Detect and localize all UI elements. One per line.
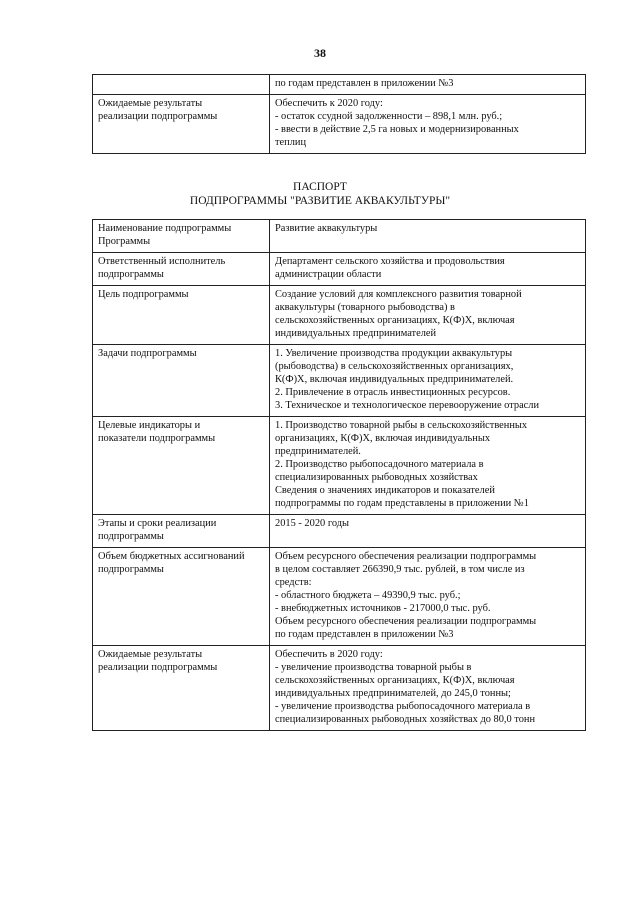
row-label-cell xyxy=(93,646,270,731)
row-label-line: Ожидаемые результаты xyxy=(98,649,203,660)
row-content-line: К(Ф)Х, включая индивидуальных предпринимателей. xyxy=(275,374,514,385)
row-content-line: по годам представлен в приложении №3 xyxy=(275,78,454,89)
row-content-line: Объем ресурсного обеспечения реализации подпрограммы xyxy=(275,551,537,562)
row-content-line: сельскохозяйственных организациях, К(Ф)Х, включая xyxy=(275,675,515,686)
row-content-line: Департамент сельского хозяйства и продовольствия xyxy=(275,256,505,267)
table-row xyxy=(93,95,586,154)
table-row xyxy=(93,646,586,731)
row-content-line: - областного бюджета – 49390,9 тыс. руб.; xyxy=(275,590,461,601)
row-label-line: Ответственный исполнитель xyxy=(98,256,226,267)
row-label-line: подпрограммы xyxy=(98,269,164,280)
row-label-cell xyxy=(93,95,270,154)
row-label-cell xyxy=(93,220,270,253)
row-label-line: реализации подпрограммы xyxy=(98,111,218,122)
row-content-line: теплиц xyxy=(275,137,307,148)
row-label-line: Ожидаемые результаты xyxy=(98,98,203,109)
row-content-line: 2. Привлечение в отрасль инвестиционных ресурсов. xyxy=(275,387,511,398)
row-content-cell xyxy=(270,286,586,345)
row-content-line: индивидуальных предпринимателей xyxy=(275,328,437,339)
row-content-line: средств: xyxy=(275,577,312,588)
row-content-line: Объем ресурсного обеспечения реализации подпрограммы xyxy=(275,616,537,627)
row-label-line: Целевые индикаторы и xyxy=(98,420,201,431)
row-label-line: Программы xyxy=(98,236,151,247)
row-content-line: 3. Техническое и технологическое перевооружение отрасли xyxy=(275,400,540,411)
row-label-line: Задачи подпрограммы xyxy=(98,348,197,359)
row-content-line: специализированных рыбоводных хозяйствах до 80,0 тонн xyxy=(275,714,536,725)
row-content-line: Сведения о значениях индикаторов и показателей xyxy=(275,485,495,496)
continuation-table xyxy=(92,74,586,154)
row-label-cell xyxy=(93,515,270,548)
row-label-line: подпрограммы xyxy=(98,564,164,575)
table-row xyxy=(93,75,586,95)
row-label-cell xyxy=(93,253,270,286)
row-content-line: 2015 - 2020 годы xyxy=(275,518,349,529)
table-row xyxy=(93,286,586,345)
row-content-line: Создание условий для комплексного развития товарной xyxy=(275,289,522,300)
table-row xyxy=(93,345,586,417)
row-content-line: 1. Производство товарной рыбы в сельскохозяйственных xyxy=(275,420,528,431)
row-label-line: реализации подпрограммы xyxy=(98,662,218,673)
row-content-line: Обеспечить к 2020 году: xyxy=(275,98,383,109)
row-label-line: показатели подпрограммы xyxy=(98,433,216,444)
row-content-line: - увеличение производства рыбопосадочного материала в xyxy=(275,701,531,712)
row-label-cell xyxy=(93,417,270,515)
row-content-line: индивидуальных предпринимателей, до 245,0 тонны; xyxy=(275,688,511,699)
row-content-cell xyxy=(270,220,586,253)
row-label-cell xyxy=(93,286,270,345)
row-label-cell xyxy=(93,548,270,646)
passport-subtitle: ПОДПРОГРАММЫ "РАЗВИТИЕ АКВАКУЛЬТУРЫ" xyxy=(189,195,451,207)
page-number: 38 xyxy=(314,46,326,60)
row-content-cell xyxy=(270,417,586,515)
row-content-line: администрации области xyxy=(275,269,382,280)
row-content-line: организациях, К(Ф)Х, включая индивидуальных xyxy=(275,433,491,444)
row-content-line: предпринимателей. xyxy=(275,446,361,457)
row-content-cell xyxy=(270,345,586,417)
row-content-line: сельскохозяйственных организациях, К(Ф)Х, включая xyxy=(275,315,515,326)
row-content-line: по годам представлен в приложении №3 xyxy=(275,629,454,640)
row-content-line: 2. Производство рыбопосадочного материала в xyxy=(275,459,484,470)
row-content-line: в целом составляет 266390,9 тыс. рублей, в том числе из xyxy=(275,564,525,575)
row-label-line: Этапы и сроки реализации xyxy=(98,518,217,529)
row-content-line: аквакультуры (товарного рыбоводства) в xyxy=(275,302,455,313)
row-label-line: Объем бюджетных ассигнований xyxy=(98,551,245,562)
row-content-line: - остаток ссудной задолженности – 898,1 млн. руб.; xyxy=(275,111,503,122)
row-label-line: Наименование подпрограммы xyxy=(98,223,232,234)
table-row xyxy=(93,515,586,548)
row-content-line: (рыбоводства) в сельскохозяйственных организациях, xyxy=(275,361,514,372)
row-content-line: - внебюджетных источников - 217000,0 тыс. руб. xyxy=(275,603,491,614)
table-row xyxy=(93,417,586,515)
row-content-cell xyxy=(270,75,586,95)
row-label-cell xyxy=(93,345,270,417)
row-content-cell xyxy=(270,253,586,286)
row-content-line: Обеспечить в 2020 году: xyxy=(275,649,383,660)
row-content-cell xyxy=(270,95,586,154)
row-content-line: 1. Увеличение производства продукции аквакультуры xyxy=(275,348,513,359)
table-row xyxy=(93,220,586,253)
row-label-line: Цель подпрограммы xyxy=(98,289,189,300)
table-row xyxy=(93,548,586,646)
passport-heading xyxy=(0,180,640,208)
row-content-line: - ввести в действие 2,5 га новых и модернизированных xyxy=(275,124,519,135)
row-label-line: подпрограммы xyxy=(98,531,164,542)
row-content-cell xyxy=(270,515,586,548)
passport-table xyxy=(92,219,586,731)
row-content-cell xyxy=(270,646,586,731)
row-content-line: подпрограммы по годам представлены в приложении №1 xyxy=(275,498,529,509)
row-content-line: Развитие аквакультуры xyxy=(275,223,378,234)
row-content-line: - увеличение производства товарной рыбы в xyxy=(275,662,472,673)
passport-title: ПАСПОРТ xyxy=(293,181,347,193)
row-content-line: специализированных рыбоводных хозяйствах xyxy=(275,472,478,483)
row-label-cell xyxy=(93,75,270,95)
row-content-cell xyxy=(270,548,586,646)
table-row xyxy=(93,253,586,286)
